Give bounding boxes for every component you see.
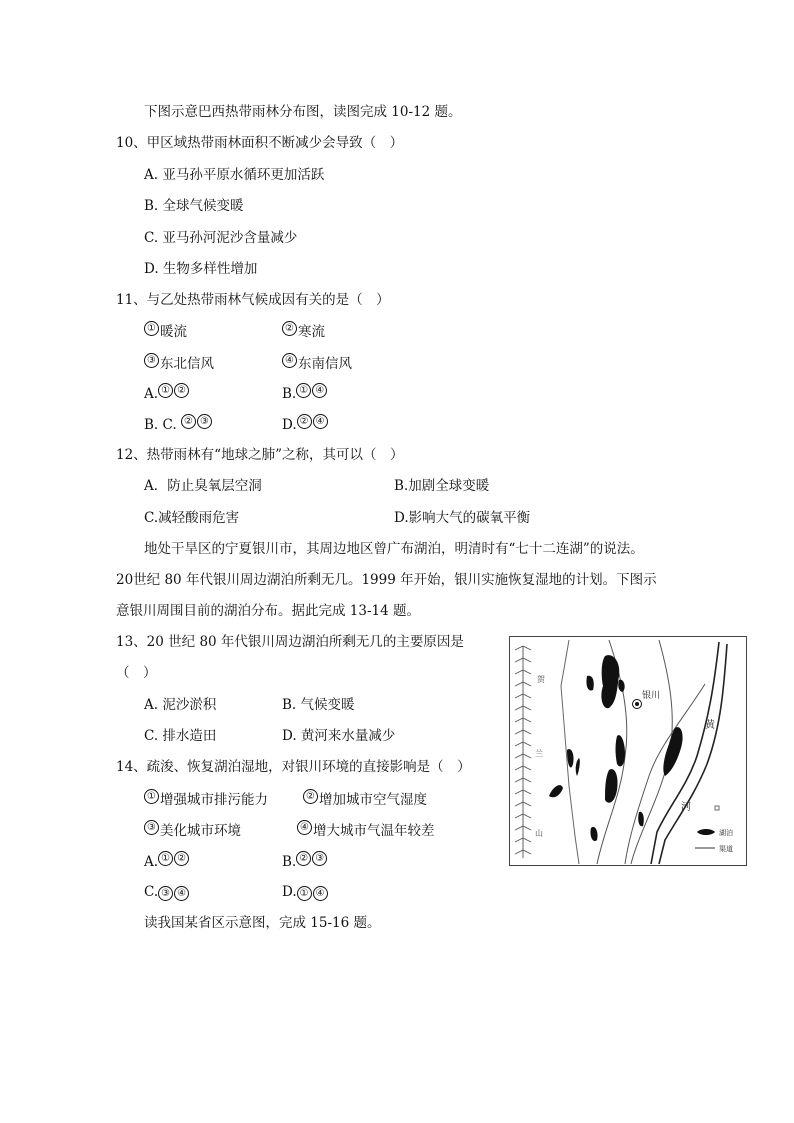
q11-item-2-text: 寒流 xyxy=(298,324,325,340)
q13-option-c: C. 排水造田 xyxy=(144,728,217,744)
question-10-stem: 10、甲区域热带雨林面积不断减少会导致（ ） xyxy=(116,135,404,151)
mountain-label-1: 贺 xyxy=(537,675,545,684)
mountain-label-3: 山 xyxy=(535,829,543,838)
q13-option-a: A. 泥沙淤积 xyxy=(144,697,217,713)
q14-item-4-text: 增大城市气温年较差 xyxy=(313,823,435,839)
q14-option-a xyxy=(144,851,190,871)
question-14-stem: 14、疏浚、恢复湖泊湿地，对银川环境的直接影响是（ ） xyxy=(116,759,471,775)
circled-number: ① xyxy=(144,789,159,804)
circled-number: ① xyxy=(158,851,173,866)
circled-number: ③ xyxy=(144,820,159,835)
option-label: D. xyxy=(282,884,297,900)
circled-number: ② xyxy=(181,414,196,429)
circled-number: ③ xyxy=(312,851,327,866)
question-11-stem: 11、与乙处热带雨林气候成因有关的是（ ） xyxy=(116,292,390,308)
circled-number: ③ xyxy=(144,353,159,368)
circled-number: ② xyxy=(174,383,189,398)
intro-text-10-12: 下图示意巴西热带雨林分布图，读图完成 10-12 题。 xyxy=(144,104,462,120)
q12-option-a: A．防止臭氧层空洞 xyxy=(144,478,262,494)
q14-item-4 xyxy=(297,820,435,840)
yinchuan-city-marker xyxy=(633,700,642,709)
circled-number: ② xyxy=(296,851,311,866)
option-label: B. xyxy=(282,854,297,870)
q13-option-b: B. 气候变暖 xyxy=(282,697,355,713)
q11-option-c xyxy=(144,414,213,434)
circled-number: ③ xyxy=(158,886,173,901)
circled-number: ① xyxy=(144,321,159,336)
circled-number: ① xyxy=(158,383,173,398)
circled-number: ① xyxy=(297,886,312,901)
mountain-label-2: 兰 xyxy=(535,749,543,758)
q11-option-a xyxy=(144,383,190,403)
q11-item-4-text: 东南信风 xyxy=(298,356,352,372)
circled-number: ① xyxy=(296,383,311,398)
q11-option-d xyxy=(282,414,329,434)
intro-text-13-14-line2: 20世纪 80 年代银川周边湖泊所剩无几。1999 年开始，银川实施恢复湿地的计划。下图示 xyxy=(116,572,657,588)
legend-lake-label: 湖泊 xyxy=(719,829,733,837)
option-label: C. xyxy=(144,884,159,900)
q10-option-a: A. 亚马孙平原水循环更加活跃 xyxy=(144,167,325,183)
circled-number: ④ xyxy=(282,353,297,368)
circled-number: ② xyxy=(297,414,312,429)
circled-number: ④ xyxy=(174,886,189,901)
q11-item-4 xyxy=(282,353,352,373)
circled-number: ② xyxy=(303,789,318,804)
intro-text-15-16: 读我国某省区示意图，完成 15-16 题。 xyxy=(144,915,381,931)
q14-option-b xyxy=(282,851,328,871)
q12-option-d: D.影响大气的碳氧平衡 xyxy=(394,510,531,526)
q14-option-d xyxy=(282,883,329,901)
question-13-stem: 13、20 世纪 80 年代银川周边湖泊所剩无几的主要原因是 xyxy=(116,634,464,650)
q14-item-3-text: 美化城市环境 xyxy=(160,823,241,839)
q10-option-c: C. 亚马孙河泥沙含量减少 xyxy=(144,230,298,246)
q11-item-1-text: 暖流 xyxy=(160,324,187,340)
city-label: 银川 xyxy=(642,691,661,701)
circled-number: ③ xyxy=(197,414,212,429)
q13-option-d: D. 黄河来水量减少 xyxy=(282,728,396,744)
q11-item-1 xyxy=(144,321,187,341)
q10-option-b: B. 全球气候变暖 xyxy=(144,198,244,214)
q10-option-d: D. 生物多样性增加 xyxy=(144,261,258,277)
option-label: A. xyxy=(144,386,159,402)
q14-item-2-text: 增加城市空气湿度 xyxy=(319,792,427,808)
circled-number: ④ xyxy=(312,383,327,398)
circled-number: ④ xyxy=(313,414,328,429)
intro-text-13-14-line3: 意银川周围目前的湖泊分布。据此完成 13-14 题。 xyxy=(116,603,420,619)
q14-item-1-text: 增强城市排污能力 xyxy=(160,792,268,808)
question-12-stem: 12、热带雨林有“地球之肺”之称，其可以（ ） xyxy=(116,447,404,463)
river-label-1: 黄 xyxy=(705,720,715,731)
question-13-paren: （ ） xyxy=(116,665,157,681)
q11-item-2 xyxy=(282,321,325,341)
option-label: B. C. xyxy=(144,417,177,433)
yinchuan-lake-map xyxy=(509,636,747,866)
option-label: A. xyxy=(144,854,159,870)
q11-item-3-text: 东北信风 xyxy=(160,356,214,372)
option-label: B. xyxy=(282,386,297,402)
q12-option-c: C.减轻酸雨危害 xyxy=(144,510,240,526)
q14-item-3 xyxy=(144,820,241,840)
q14-item-1 xyxy=(144,789,268,809)
q11-item-3 xyxy=(144,353,214,373)
q11-option-b xyxy=(282,383,328,403)
q14-item-2 xyxy=(303,789,427,809)
q12-option-b: B.加剧全球变暖 xyxy=(394,478,490,494)
circled-number: ② xyxy=(282,321,297,336)
q14-option-c xyxy=(144,883,190,901)
river-label-2: 河 xyxy=(681,802,691,813)
circled-number: ④ xyxy=(313,886,328,901)
circled-number: ② xyxy=(174,851,189,866)
option-label: D. xyxy=(282,417,297,433)
circled-number: ④ xyxy=(297,820,312,835)
intro-text-13-14-line1: 地处干旱区的宁夏银川市，其周边地区曾广布湖泊，明清时有“七十二连湖”的说法。 xyxy=(144,541,644,557)
legend-canal-label: 渠道 xyxy=(719,845,733,853)
